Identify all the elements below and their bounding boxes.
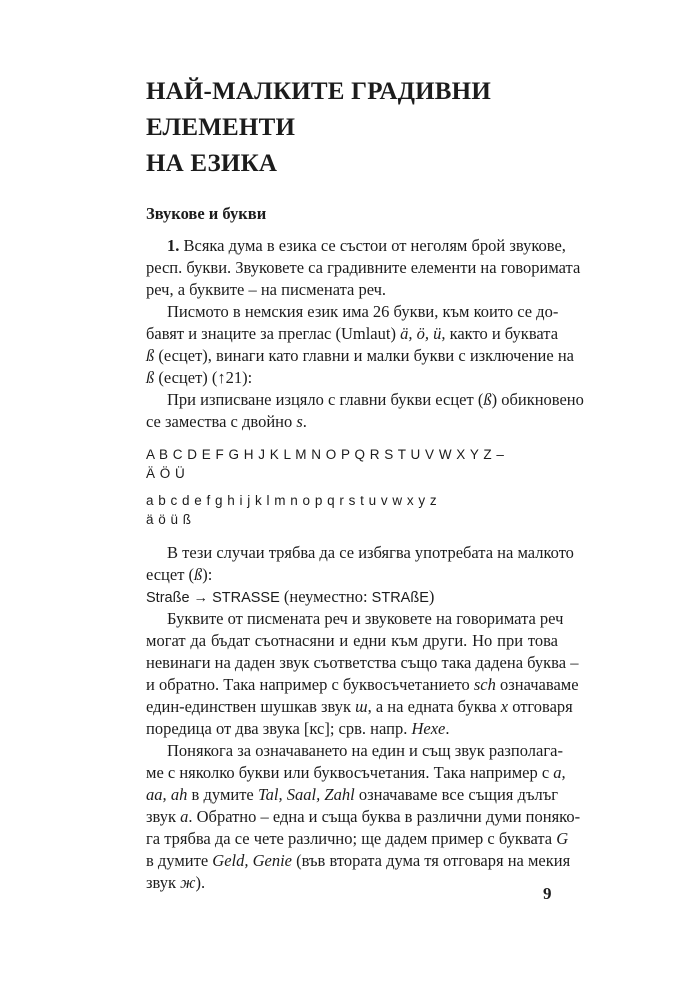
text-span: . (445, 719, 450, 738)
text-line: невинаги на даден звук съответства също така дадена буква – (146, 653, 579, 672)
italic-span: G (556, 829, 569, 848)
text-span: в думите (146, 851, 213, 870)
text-span: ) обикновено (491, 390, 584, 409)
text-line: В тези случаи трябва да се избягва употребата на малкото (167, 543, 574, 562)
text-span: ): (202, 565, 213, 584)
text-line (146, 762, 566, 784)
lowercase-alphabet: a b c d e f g h i j k l m n o p q r s t u v w x y z (146, 493, 438, 508)
italic-span: Tal, Saal, Zahl (257, 785, 355, 804)
italic-span: ж (180, 873, 196, 892)
text-line: Писмото в немския език има 26 букви, към които се до- (167, 302, 559, 321)
text-span: в думите (187, 785, 258, 804)
text-line (146, 235, 566, 257)
italic-span: a (180, 807, 189, 826)
uppercase-alphabet: A B C D E F G H J K L M N O P Q R S T U V W X Y Z – (146, 447, 505, 462)
text-span: ). (195, 873, 206, 892)
text-span: , а на едната буква (367, 697, 501, 716)
italic-span: x (500, 697, 509, 716)
text-span: ) (428, 587, 435, 606)
example-line (146, 586, 558, 609)
text-span: (есцет) (↑21): (154, 368, 253, 387)
text-line (146, 564, 558, 586)
text-line (146, 696, 573, 718)
text-line (146, 323, 558, 345)
text-line: респ. букви. Звуковете са градивните елементи на говоримата (146, 258, 581, 277)
text-line (146, 718, 558, 740)
text-span: есцет ( (146, 565, 195, 584)
text-span: означаваме (495, 675, 579, 694)
text-span: . (302, 412, 307, 431)
text-line (146, 784, 558, 806)
text-line (146, 674, 579, 696)
italic-span: a, (553, 763, 566, 782)
text-line: реч, а буквите – на писмената реч. (146, 280, 387, 299)
text-span: Всяка дума в езика се състои от неголям брой звукове, (179, 236, 566, 255)
text-line: Буквите от писмената реч и звуковете на говоримата реч (167, 609, 564, 628)
text-span: (във втората дума тя отговаря на мекия (292, 851, 571, 870)
text-line (146, 806, 581, 828)
chapter-title-line-2: НА ЕЗИКА (146, 150, 278, 177)
text-span: отговаря (508, 697, 573, 716)
text-line (167, 389, 584, 411)
text-line (146, 367, 558, 389)
text-line (146, 828, 569, 850)
italic-span: Hexe (411, 719, 446, 738)
text-span: поредица от два звука [кс]; срв. напр. (146, 719, 412, 738)
text-line: Понякога за означаването на един и същ звук разполага- (167, 741, 563, 760)
text-span: един-единствен шушкав звук (146, 697, 356, 716)
italic-span: sch (473, 675, 496, 694)
text-span: означаваме все същия дълъг (354, 785, 559, 804)
italic-span: ш (355, 697, 368, 716)
text-span: звук (146, 873, 181, 892)
text-line: могат да бъдат съотнасяни и едни към други. Но при това (146, 631, 558, 650)
italic-span: ß (146, 346, 155, 365)
example-text: Straße → STRASSE (146, 590, 280, 606)
section-heading: Звукове и букви (146, 204, 267, 223)
text-span: както и буквата (445, 324, 559, 343)
text-span: се замества с двойно (146, 412, 297, 431)
example-text: STRAßE (371, 590, 429, 606)
text-line (146, 872, 558, 894)
italic-span: ß (194, 565, 203, 584)
text-span: и обратно. Така например с буквосъчетанието (146, 675, 474, 694)
text-span: бавят и знаците за преглас (Umlaut) (146, 324, 401, 343)
paragraph-number: 1. (167, 236, 180, 255)
chapter-title (146, 74, 616, 182)
text-span: (неуместно: (279, 587, 372, 606)
text-span: При изписване изцяло с главни букви есцет ( (167, 390, 484, 409)
text-line (146, 345, 574, 367)
chapter-title-line-1: НАЙ-МАЛКИТЕ ГРАДИВНИ ЕЛЕМЕНТИ (146, 78, 491, 141)
italic-span: ä, ö, ü, (400, 324, 446, 343)
italic-span: ß (483, 390, 492, 409)
italic-span: s (296, 412, 303, 431)
text-line (146, 850, 571, 872)
text-span: ме с няколко букви или буквосъчетания. Така например с (146, 763, 554, 782)
text-line (146, 411, 558, 433)
text-span: га трябва да се чете различно; ще дадем пример с буквата (146, 829, 557, 848)
text-span: . Обратно – една и съща буква в различни думи поняко- (188, 807, 581, 826)
text-span: звук (146, 807, 181, 826)
italic-span: ß (146, 368, 155, 387)
lowercase-umlauts: ä ö ü ß (146, 512, 192, 527)
uppercase-umlauts: Ä Ö Ü (146, 466, 186, 481)
page-number: 9 (543, 884, 552, 903)
italic-span: aa, ah (146, 785, 188, 804)
italic-span: Geld, Genie (212, 851, 293, 870)
text-span: (есцет), винаги като главни и малки букви с изключение на (154, 346, 574, 365)
